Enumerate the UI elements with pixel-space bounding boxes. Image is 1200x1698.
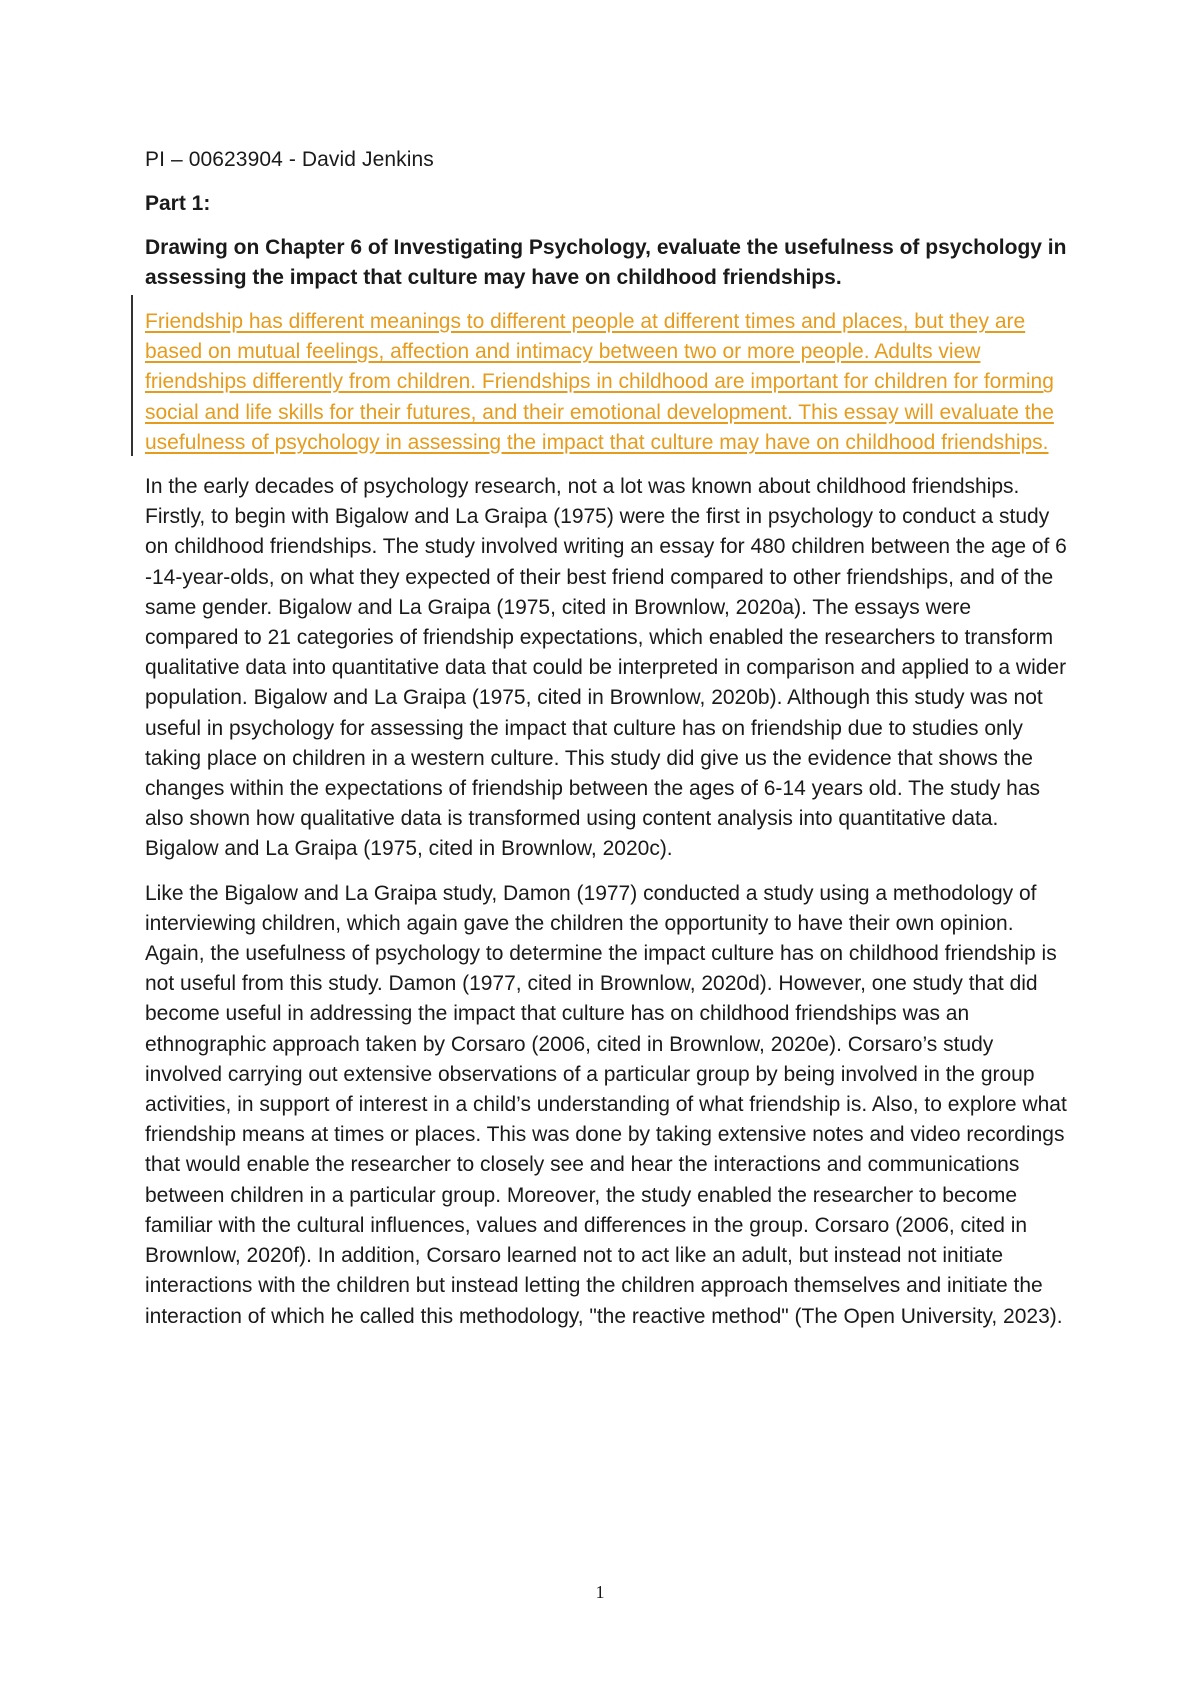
body-paragraph-3: Like the Bigalow and La Graipa study, Damon (1977) conducted a study using a methodology of interviewing children, which again gave the children the opportunity to have their own opinion. Again, the usefulness of psychology to determine the impact culture has on childhood friendship is not useful from this study. Damon (1977, cited in Brownlow, 2020d). However, one study that did become useful in addressing the impact that culture has on childhood friendships was an ethnographic approach taken by Corsaro (2006, cited in Brownlow, 2020e). Corsaro’s study involved carrying out extensive observations of a particular group by being involved in the group activities, in support of interest in a child’s understanding of what friendship is. Also, to explore what friendship means at times or places. This was done by taking extensive notes and video recordings that would enable the researcher to closely see and hear the interactions and communications between children in a particular group. Moreover, the study enabled the researcher to become familiar with the cultural influences, values and differences in the group. Corsaro (2006, cited in Brownlow, 2020f). In addition, Corsaro learned not to act like an adult, but instead not initiate interactions with the children but instead letting the children approach themselves and initiate the interaction of which he called this methodology, "the reactive method" (The Open University, 2023).: [145, 881, 1067, 1328]
essay-question-wrapper: [145, 233, 1070, 293]
body-paragraph-2: In the early decades of psychology research, not a lot was known about childhood friendships. Firstly, to begin with Bigalow and La Graipa (1975) were the first in psychology to conduct a study on childhood friendships. The study involved writing an essay for 480 children between the age of 6 -14-year-olds, on what they expected of their best friend compared to other friendships, and of the same gender. Bigalow and La Graipa (1975, cited in Brownlow, 2020a). The essays were compared to 21 categories of friendship expectations, which enabled the researchers to transform qualitative data into quantitative data that could be interpreted in comparison and applied to a wider population. Bigalow and La Graipa (1975, cited in Brownlow, 2020b). Although this study was not useful in psychology for assessing the impact that culture has on friendship due to studies only taking place on children in a western culture. This study did give us the evidence that shows the changes within the expectations of friendship between the ages of 6-14 years old. The study has also shown how qualitative data is transformed using content analysis into quantitative data. Bigalow and La Graipa (1975, cited in Brownlow, 2020c).: [145, 475, 1067, 861]
student-id-header: PI – 00623904 - David Jenkins: [145, 148, 434, 171]
intro-paragraph-tracked-insertion: [145, 307, 1070, 458]
part-heading: Part 1:: [145, 192, 211, 215]
page-number: 1: [595, 1582, 605, 1602]
change-bar-marker: [131, 309, 133, 456]
essay-question: Drawing on Chapter 6 of Investigating Psychology, evaluate the usefulness of psychology in assessing the impact that culture may have on childhood friendships.: [145, 236, 1067, 289]
document-body: [145, 145, 1070, 1346]
intro-paragraph-text: Friendship has different meanings to different people at different times and places, but they are based on mutual feelings, affection and intimacy between two or more people. Adults view friendships differently from children. Friendships in childhood are important for children for forming social and life skills for their futures, and their emotional development. This essay will evaluate the usefulness of psychology in assessing the impact that culture may have on childhood friendships.: [145, 310, 1054, 454]
